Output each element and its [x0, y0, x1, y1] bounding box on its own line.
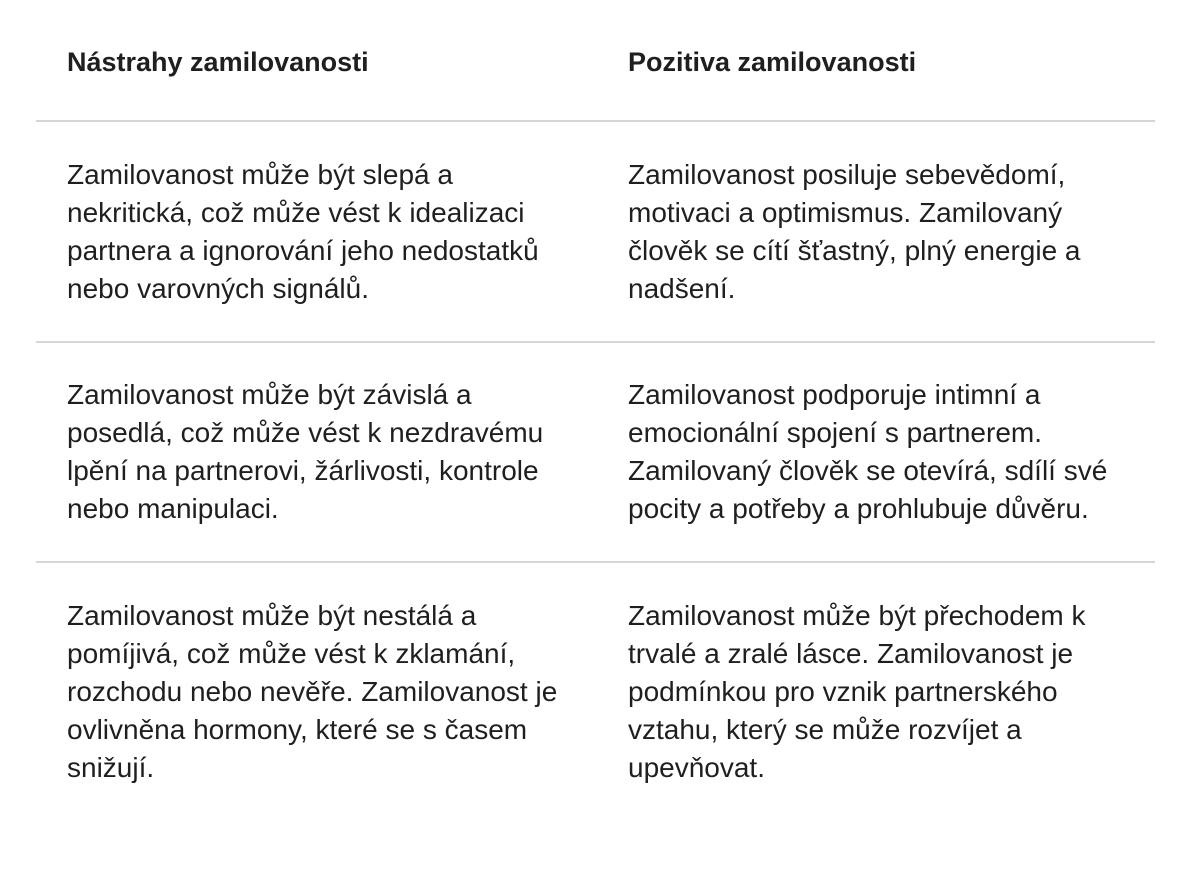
- header-pitfalls: Nástrahy zamilovanosti: [67, 47, 369, 77]
- table-header-row: [36, 0, 1155, 122]
- table-row: [36, 343, 1155, 563]
- table-row: [36, 563, 1155, 817]
- comparison-table: [36, 0, 1155, 817]
- table-cell-positive: Zamilovanost podporuje intimní a emocionální spojení s partnerem. Zamilovaný člověk se otevírá, sdílí své pocity a potřeby a prohlubuje důvěru.: [628, 379, 1108, 524]
- table-cell-pitfall: Zamilovanost může být závislá a posedlá, což může vést k nezdravému lpění na partnerovi, žárlivosti, kontrole nebo manipulaci.: [67, 379, 544, 524]
- header-positives: Pozitiva zamilovanosti: [628, 47, 917, 77]
- table-cell-pitfall: Zamilovanost může být slepá a nekritická, což může vést k idealizaci partnera a ignorování jeho nedostatků nebo varovných signálů.: [67, 159, 539, 304]
- table-cell-positive: Zamilovanost posiluje sebevědomí, motivaci a optimismus. Zamilovaný člověk se cítí šťastný, plný energie a nadšení.: [628, 159, 1081, 304]
- table-row: [36, 122, 1155, 343]
- table-cell-positive: Zamilovanost může být přechodem k trvalé a zralé lásce. Zamilovanost je podmínkou pro vznik partnerského vztahu, který se může rozvíjet a upevňovat.: [628, 600, 1086, 783]
- table-cell-pitfall: Zamilovanost může být nestálá a pomíjivá, což může vést k zklamání, rozchodu nebo nevěře. Zamilovanost je ovlivněna hormony, které se s časem snižují.: [67, 600, 558, 783]
